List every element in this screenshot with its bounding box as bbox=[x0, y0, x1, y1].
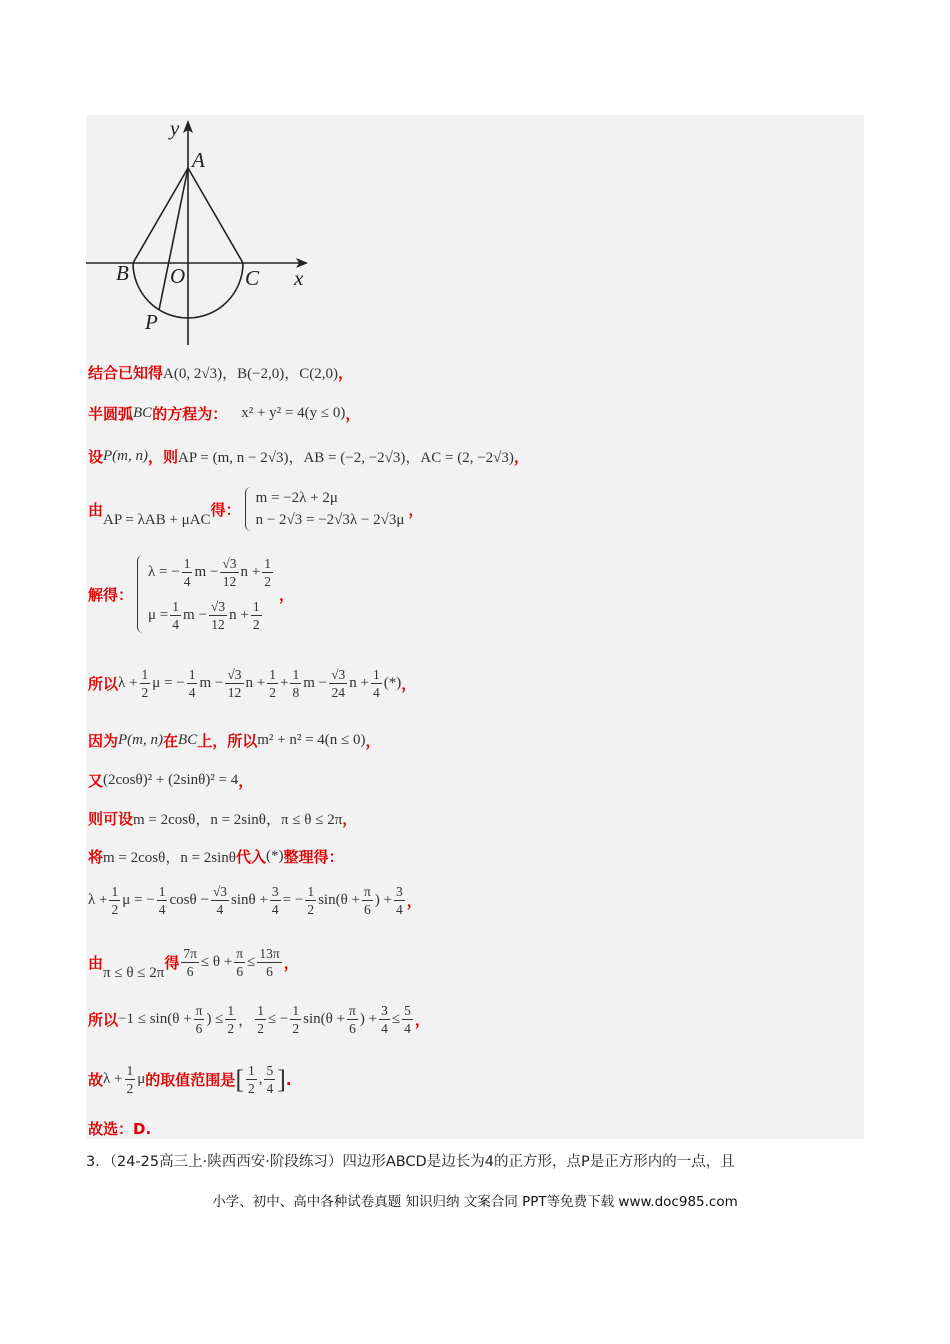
equation-system bbox=[245, 487, 405, 531]
text-red: 所以 bbox=[88, 1011, 119, 1029]
label-A: A bbox=[192, 148, 205, 172]
solution-block bbox=[86, 115, 864, 1139]
text-red: 因为 bbox=[88, 732, 119, 750]
text-red: 又 bbox=[88, 772, 104, 790]
text-red: 由 bbox=[88, 954, 104, 972]
text-red: 得 bbox=[164, 954, 180, 972]
solution-system bbox=[137, 555, 275, 633]
punct: ， bbox=[406, 892, 422, 910]
text-red: 的方程为： bbox=[152, 405, 228, 423]
line-6: 所以 λ + $\frac{1}{2}$ μ = − $\frac{1}{4}$ m − $\frac{√3}{12}$ n + $\frac{1}{2}$ + $\frac{1}{8}$ m − $\frac{√3}{24}$ n + $\frac{1}{4}$ (*) ， bbox=[88, 667, 417, 700]
punct: ， bbox=[338, 364, 354, 382]
line-13: 所以 −1 ≤ sin(θ + $\frac{\pi}{6}$ ) ≤ $\frac{1}{2}$ ， $\frac{1}{2}$ ≤ − $\frac{1}{2}$ sin(θ + $\frac{\pi}{6}$ ) + $\frac{3}{4}$ ≤ $\frac{5}{4}$ ， bbox=[88, 1003, 430, 1036]
line-5 bbox=[88, 555, 294, 633]
text-red: 由 bbox=[88, 500, 104, 519]
math: AP = λAB + μAC bbox=[103, 511, 211, 528]
text-red: 解得： bbox=[88, 585, 134, 604]
label-O: O bbox=[170, 264, 186, 288]
line-15 bbox=[88, 1118, 151, 1139]
label-B: B bbox=[116, 261, 129, 285]
punct: ， bbox=[345, 405, 361, 423]
equation-row: m = −2λ + 2μ bbox=[255, 490, 338, 506]
punct: ， bbox=[414, 1011, 430, 1029]
segment-AP bbox=[159, 168, 188, 310]
math: AP = (m, n − 2√3)，AB = (−2, −2√3)，AC = (2, −2√3) bbox=[178, 450, 514, 466]
math: m = 2cosθ，n = 2sinθ bbox=[103, 850, 236, 866]
punct: ， bbox=[408, 500, 424, 519]
text-red: 代入 bbox=[235, 848, 266, 866]
page-footer: 小学、初中、高中各种试卷真题 知识归纳 文案合同 PPT等免费下载 www.doc985.com bbox=[212, 1194, 738, 1210]
segment-AB bbox=[133, 168, 188, 263]
punct: ， bbox=[279, 585, 295, 604]
line-12: 由 π ≤ θ ≤ 2π 得 $\frac{7\pi}{6}$ ≤ θ + $\frac{\pi}{6}$ ≤ $\frac{13\pi}{6}$ ， bbox=[88, 946, 299, 981]
math: (*) bbox=[266, 848, 284, 864]
label-P: P bbox=[145, 310, 158, 334]
text-red: 故 bbox=[88, 1071, 104, 1089]
math: A(0, 2√3)，B(−2,0)，C(2,0) bbox=[163, 366, 339, 382]
line-3 bbox=[88, 446, 529, 467]
math: m = 2cosθ，n = 2sinθ，π ≤ θ ≤ 2π bbox=[133, 812, 343, 828]
line-7 bbox=[88, 730, 381, 751]
solution-row-lambda: λ = − $\frac{1}{4}$ m − $\frac{√3}{12}$ n + $\frac{1}{2}$ bbox=[148, 556, 271, 589]
punct: ， bbox=[342, 810, 358, 828]
text-red: 得： bbox=[210, 500, 241, 519]
math: (2cosθ)² + (2sinθ)² = 4 bbox=[103, 772, 239, 788]
solution-row-mu: μ = $\frac{1}{4}$ m − $\frac{√3}{12}$ n + $\frac{1}{2}$ bbox=[148, 599, 260, 632]
text-red: 整理得： bbox=[283, 848, 344, 866]
punct: ， bbox=[401, 675, 417, 693]
arc-BC: BC bbox=[133, 405, 153, 421]
punct: ， bbox=[238, 772, 254, 790]
math: P(m, n) bbox=[103, 448, 149, 464]
text-red: 半圆弧 bbox=[88, 405, 134, 423]
geometry-figure bbox=[86, 115, 326, 350]
line-2 bbox=[88, 403, 360, 424]
text-red: 上，所以 bbox=[197, 732, 258, 750]
segment-AC bbox=[188, 168, 243, 263]
text-red: 在 bbox=[163, 732, 179, 750]
punct: . bbox=[285, 1070, 292, 1089]
math: P(m, n) bbox=[118, 732, 164, 748]
punct: ， bbox=[365, 732, 381, 750]
punct: ， bbox=[513, 448, 529, 466]
text-red: 结合已知得 bbox=[88, 364, 164, 382]
arc-BC: BC bbox=[178, 732, 198, 748]
math: x² + y² = 4(y ≤ 0) bbox=[241, 405, 346, 421]
text-red: 所以 bbox=[88, 675, 119, 693]
line-1 bbox=[88, 362, 353, 383]
text-red: ，则 bbox=[148, 448, 179, 466]
text-red: 的取值范围是 bbox=[145, 1071, 236, 1089]
math: m² + n² = 4(n ≤ 0) bbox=[257, 732, 366, 748]
next-problem-text: 3．（24-25高三上·陕西西安·阶段练习）四边形ABCD是边长为4的正方形，点P是正方形内的一点，且 bbox=[86, 1154, 735, 1170]
text-red: 设 bbox=[88, 448, 104, 466]
label-x: x bbox=[294, 266, 304, 290]
line-9 bbox=[88, 808, 357, 829]
text-red: 将 bbox=[88, 848, 104, 866]
line-14: 故 λ + $\frac{1}{2}$ μ 的取值范围是 [ $\frac{1}{2}$ , $\frac{5}{4}$ ] . bbox=[88, 1063, 292, 1096]
line-11: λ + $\frac{1}{2}$ μ = − $\frac{1}{4}$ cosθ − $\frac{√3}{4}$ sinθ + $\frac{3}{4}$ = − $\frac{1}{2}$ sin(θ + $\frac{\pi}{6}$ ) + $\frac{3}{4}$ ， bbox=[88, 884, 422, 917]
math: π ≤ θ ≤ 2π bbox=[103, 965, 165, 981]
equation-row: n − 2√3 = −2√3λ − 2√3μ bbox=[255, 512, 405, 528]
line-4 bbox=[88, 487, 423, 531]
line-8 bbox=[88, 770, 253, 791]
answer-text: 故选：D. bbox=[88, 1120, 152, 1138]
text-red: 则可设 bbox=[88, 810, 134, 828]
line-10 bbox=[88, 846, 344, 867]
label-y: y bbox=[170, 116, 180, 140]
punct: ， bbox=[283, 954, 299, 972]
label-C: C bbox=[245, 266, 260, 290]
